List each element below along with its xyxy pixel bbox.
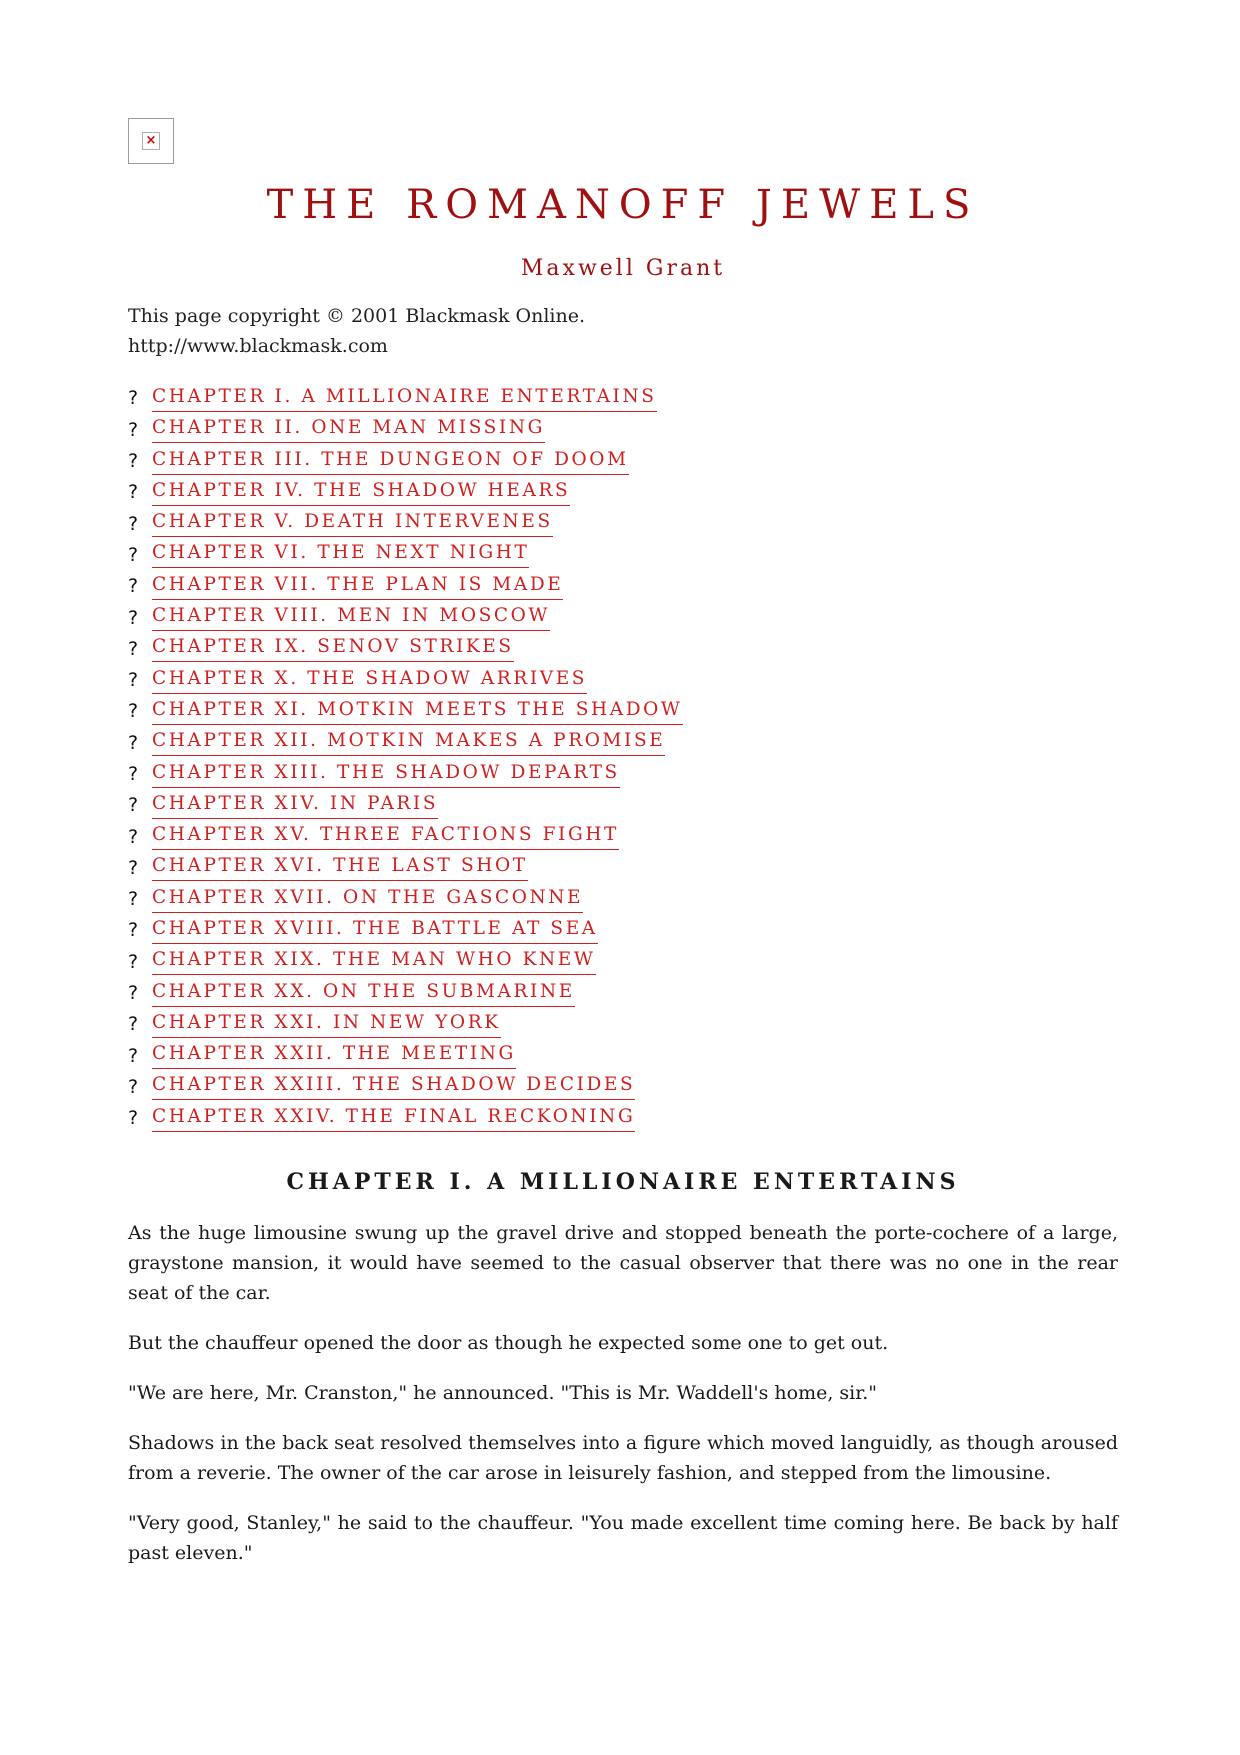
toc-link-chapter-14[interactable]: CHAPTER XIV. IN PARIS — [152, 792, 438, 819]
toc-bullet: ? — [128, 1013, 139, 1036]
toc-item — [128, 1009, 1118, 1040]
toc-link-chapter-6[interactable]: CHAPTER VI. THE NEXT NIGHT — [152, 541, 529, 568]
toc-item — [128, 884, 1118, 915]
toc-link-chapter-8[interactable]: CHAPTER VIII. MEN IN MOSCOW — [152, 604, 550, 631]
toc-item — [128, 383, 1118, 414]
toc-item — [128, 1071, 1118, 1102]
toc-link-chapter-15[interactable]: CHAPTER XV. THREE FACTIONS FIGHT — [152, 823, 619, 850]
toc-bullet: ? — [128, 512, 139, 535]
toc-link-chapter-4[interactable]: CHAPTER IV. THE SHADOW HEARS — [152, 479, 570, 506]
toc-item — [128, 852, 1118, 883]
chapter-paragraph: Shadows in the back seat resolved themselves into a figure which moved languidly, as though aroused from a reverie. The owner of the car arose in leisurely fashion, and stepped from the limousine. — [128, 1431, 1118, 1484]
toc-item — [128, 539, 1118, 570]
toc-item — [128, 821, 1118, 852]
toc-link-chapter-3[interactable]: CHAPTER III. THE DUNGEON OF DOOM — [152, 448, 629, 475]
copyright-block — [128, 301, 1118, 361]
toc-item — [128, 1103, 1118, 1134]
toc-item — [128, 633, 1118, 664]
toc-bullet: ? — [128, 387, 139, 410]
toc-link-chapter-22[interactable]: CHAPTER XXII. THE MEETING — [152, 1042, 516, 1069]
toc-item — [128, 508, 1118, 539]
toc-item — [128, 664, 1118, 695]
toc-bullet: ? — [128, 825, 139, 848]
toc-bullet: ? — [128, 1075, 139, 1098]
table-of-contents — [128, 383, 1118, 1134]
toc-bullet: ? — [128, 1044, 139, 1067]
toc-link-chapter-1[interactable]: CHAPTER I. A MILLIONAIRE ENTERTAINS — [152, 385, 657, 412]
toc-bullet: ? — [128, 418, 139, 441]
toc-bullet: ? — [128, 481, 139, 504]
toc-item — [128, 445, 1118, 476]
toc-link-chapter-24[interactable]: CHAPTER XXIV. THE FINAL RECKONING — [152, 1105, 635, 1132]
toc-link-chapter-18[interactable]: CHAPTER XVIII. THE BATTLE AT SEA — [152, 917, 598, 944]
toc-link-chapter-2[interactable]: CHAPTER II. ONE MAN MISSING — [152, 416, 545, 443]
toc-bullet: ? — [128, 794, 139, 817]
toc-link-chapter-11[interactable]: CHAPTER XI. MOTKIN MEETS THE SHADOW — [152, 698, 683, 725]
toc-link-chapter-21[interactable]: CHAPTER XXI. IN NEW YORK — [152, 1011, 501, 1038]
toc-bullet: ? — [128, 982, 139, 1005]
chapter-paragraph: As the huge limousine swung up the gravel drive and stopped beneath the porte-cochere of a large, graystone mansion, it would have seemed to the casual observer that there was no one in the rear seat of the car. — [128, 1221, 1118, 1304]
toc-item — [128, 790, 1118, 821]
toc-link-chapter-7[interactable]: CHAPTER VII. THE PLAN IS MADE — [152, 573, 563, 600]
toc-link-chapter-5[interactable]: CHAPTER V. DEATH INTERVENES — [152, 510, 553, 537]
toc-link-chapter-12[interactable]: CHAPTER XII. MOTKIN MAKES A PROMISE — [152, 729, 665, 756]
toc-bullet: ? — [128, 950, 139, 973]
toc-item — [128, 571, 1118, 602]
toc-link-chapter-20[interactable]: CHAPTER XX. ON THE SUBMARINE — [152, 980, 575, 1007]
chapter-paragraph: "Very good, Stanley," he said to the chauffeur. "You made excellent time coming here. Be back by half past eleven." — [128, 1511, 1118, 1564]
broken-image-icon — [128, 118, 174, 164]
toc-item — [128, 758, 1118, 789]
toc-link-chapter-23[interactable]: CHAPTER XXIII. THE SHADOW DECIDES — [152, 1073, 635, 1100]
toc-link-chapter-19[interactable]: CHAPTER XIX. THE MAN WHO KNEW — [152, 948, 596, 975]
toc-item — [128, 414, 1118, 445]
toc-bullet: ? — [128, 731, 139, 754]
toc-bullet: ? — [128, 450, 139, 473]
chapter-heading: CHAPTER I. A MILLIONAIRE ENTERTAINS — [286, 1168, 960, 1195]
toc-bullet: ? — [128, 637, 139, 660]
chapter-paragraph: "We are here, Mr. Cranston," he announced. "This is Mr. Waddell's home, sir." — [128, 1381, 878, 1404]
toc-bullet: ? — [128, 888, 139, 911]
toc-bullet: ? — [128, 1107, 139, 1130]
toc-item — [128, 977, 1118, 1008]
toc-item — [128, 946, 1118, 977]
book-title: THE ROMANOFF JEWELS — [266, 182, 980, 228]
book-author: Maxwell Grant — [520, 255, 726, 281]
toc-link-chapter-13[interactable]: CHAPTER XIII. THE SHADOW DEPARTS — [152, 761, 620, 788]
toc-bullet: ? — [128, 856, 139, 879]
toc-bullet: ? — [128, 700, 139, 723]
toc-bullet: ? — [128, 606, 139, 629]
toc-bullet: ? — [128, 543, 139, 566]
toc-bullet: ? — [128, 763, 139, 785]
toc-bullet: ? — [128, 919, 139, 942]
toc-item — [128, 602, 1118, 633]
toc-item — [128, 915, 1118, 946]
toc-bullet: ? — [128, 575, 139, 598]
toc-item — [128, 727, 1118, 758]
toc-item — [128, 696, 1118, 727]
toc-link-chapter-9[interactable]: CHAPTER IX. SENOV STRIKES — [152, 635, 514, 662]
copyright-line: This page copyright © 2001 Blackmask Online. — [128, 304, 586, 327]
toc-item — [128, 1040, 1118, 1071]
chapter-paragraph: But the chauffeur opened the door as though he expected some one to get out. — [128, 1331, 889, 1354]
toc-link-chapter-10[interactable]: CHAPTER X. THE SHADOW ARRIVES — [152, 667, 587, 694]
toc-item — [128, 477, 1118, 508]
broken-image-x-icon: × — [142, 132, 160, 150]
toc-bullet: ? — [128, 669, 139, 692]
document-page — [128, 118, 1118, 1587]
toc-link-chapter-16[interactable]: CHAPTER XVI. THE LAST SHOT — [152, 854, 528, 881]
toc-link-chapter-17[interactable]: CHAPTER XVII. ON THE GASCONNE — [152, 886, 583, 913]
source-url: http://www.blackmask.com — [128, 334, 388, 357]
